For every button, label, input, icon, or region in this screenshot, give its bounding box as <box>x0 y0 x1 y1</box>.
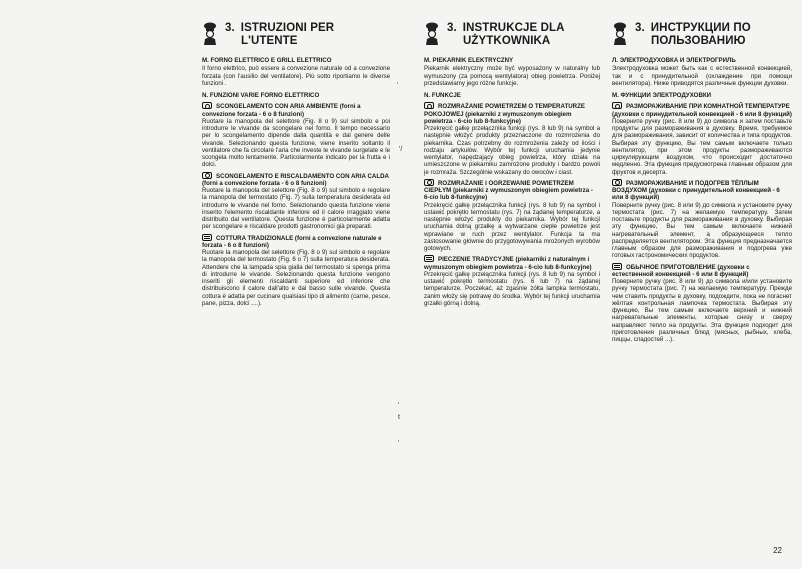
margin-mark: t <box>398 414 400 421</box>
paragraph: Przekręcić gałkę przełącznika funkcji (rys. 8 lub 9) na symbol a następnie włożyć produkty przeznaczone do rozmrożenia do piekarnika. Czas potrzebny do rozmrożenia zależy od ilości i rodzaju artykułów. Wybór tej funkcji uruchamia jedynie wentylator, napędzający obieg powietrza, który działa na umieszczone w piekarniku zamrożone produkty i bardzo powoli je rozmraża. Szczególnie wskazany do owoców i ciast. <box>424 125 600 176</box>
chapter-title <box>447 22 565 47</box>
paragraph: Поверните ручку (рис. 8 или 9) до символа и затем поставьте продукты для размораживания в духовку. Время, требуемое для размораживания, зависит от количества и типа продуктов. Выбирая эту функцию, Вы тем самым включаете только вентилятор, при этом продукты размораживаются циркулирующим воздухом, что происходит достаточно медленно. Эта функция предусмотрена главным образом для фруктов и десерта. <box>612 117 792 176</box>
intro-paragraph: Il forno elettrico, può essere a convezione naturale od a convezione forzata (con l'ausilio del ventilatore). Più sotto riportiamo le diverse funzioni . <box>202 65 390 87</box>
fan-heat-icon <box>202 172 212 179</box>
paragraph: Ruotare la manopola del selettore (Fig. 8 o 9) sul simbolo e regolare la manopola del termostato (Fig. 6 o 7) sulla temperatura desiderata. Attendere che la lampada spia gialla del termostato si spenga prima di introdurre le vivande. Selezionando questa funzione vengono inseriti gli elementi riscaldanti superiore ed inferiore che distribuiscono il calore dall'alto e dal basso sulle vivande. Questa cottura è adatta per cucinare qualsiasi tipo di alimento (carne, pesce, pane, pizza, dolci ....). <box>202 249 390 307</box>
chapter-header <box>424 22 600 47</box>
section-heading: N. FUNZIONI VARIE FORNO ELETTRICO <box>202 92 320 99</box>
fan-icon <box>612 102 622 109</box>
chapter-title-line2: ПОЛЬЗОВАНИЮ <box>651 34 746 47</box>
subsection-heading: PIECZENIE TRADYCYJNE (piekarniki z naturalnym i wymuszonym obiegiem powietrza - 6-cio lub 8-funkcyjne) <box>424 256 592 271</box>
subsection-heading: ROZMRAŻANIE POWIETRZEM O TEMPERATURZE POKOJOWEJ (piekarniki z wymuszonym obiegiem powietrza - 6-cio lub 8-funkcyjne) <box>424 103 585 125</box>
subsection-heading: ОБЫЧНОЕ ПРИГОТОВЛЕНИЕ (духовки с естественной конвекцией - 6 или 8 функций) <box>612 263 750 278</box>
margin-mark: '/ <box>399 146 403 153</box>
subsection-heading: РАЗМОРАЖИВАНИЕ ПРИ КОМНАТНОЙ ТЕМПЕРАТУРЕ (духовки с принудительной конвекцией - 6 или 8 функций) <box>612 103 792 118</box>
chapter-number: 3. <box>225 22 235 34</box>
chapter-title-line2: UŻYTKOWNIKA <box>463 34 551 47</box>
fan-heat-icon <box>612 179 622 186</box>
paragraph: Поверните ручку (рис. 8 или 9) до символа и установите ручку термостата (рис. 7) на желаемую температуру. Затем поставьте продукты для размораживания в духовку. Выбирая эту функцию, Вы тем самым включаете нижний нагревательный элемент, а образующееся тепло распределяется вентилятором. Эта функция предназначается главным образом для размораживания и подогрева уже готовых гастрономических продуктов. <box>612 201 792 260</box>
section-heading: M. PIEKARNIK ELEKTRYCZNY <box>424 57 514 64</box>
column-russian <box>612 22 792 343</box>
margin-mark: ' <box>398 402 400 409</box>
paragraph: Przekręcić gałkę przełącznika funkcji (rys. 8 lub 9) na symbol i ustawić pokrętło termostatu (rys. 6 lub 7) na żądanej temperaturze. Poczekać, aż zgaśnie żółta lampka termostatu, zanim włoży się potrawę do środka. Wybór tej funkcji uruchamia grzałki górną i dolną. <box>424 270 600 307</box>
chapter-number: 3. <box>447 22 457 34</box>
intro-paragraph: Электродуховка может быть как с естественной конвекцией, так и с принудительной (охлаждение при помощи вентилятора). Ниже приводятся различные функции духовки. <box>612 65 792 87</box>
page-number: 22 <box>773 546 782 555</box>
chapter-title-line1: ИНСТРУКЦИИ ПО <box>650 22 751 34</box>
paragraph: Ruotare la manopola del selettore (Fig. 8 o 9) sul simbolo e poi introdurre le vivande da scongelare nel forno. Il tempo necessario per lo scongelamento dipende dalla quantità e dal genere delle vivande. Selezionando questa funzione, viene inserito soltanto il ventilatore che fa circolare l'aria che investe le vivande surgelate e le scongela molto lentamente. Particolarmente indicato per la frutta e i dolci. <box>202 117 390 169</box>
subsection-heading: SCONGELAMENTO CON ARIA AMBIENTE (forni a convezione forzata - 6 o 8 funzioni) <box>202 103 361 118</box>
subsection-heading: ROZMRAŻANIE I OGRZEWANIE POWIETRZEM CIEPŁYM (piekarniki z wymuszonym obiegiem powietrza - 6-cio lub 8-funkcyjne) <box>424 179 593 202</box>
column-polish <box>424 22 600 307</box>
chapter-header <box>612 22 792 47</box>
margin-mark: ' <box>398 440 400 447</box>
chapter-header <box>202 22 390 47</box>
conventional-oven-icon <box>424 255 434 262</box>
chapter-title <box>635 22 751 47</box>
fan-icon <box>424 102 434 109</box>
chapter-title <box>225 22 334 47</box>
section-heading: М. ФУНКЦИИ ЭЛЕКТРОДУХОВКИ <box>612 92 712 99</box>
chapter-title-line2: L'UTENTE <box>241 34 298 47</box>
chapter-title-line1: INSTRUKCJE DLA <box>462 22 565 34</box>
margin-mark: ' <box>397 82 399 89</box>
conventional-oven-icon <box>612 263 622 270</box>
subsection-heading: РАЗМОРАЖИВАНИЕ И ПОДОГРЕВ ТЁПЛЫМ ВОЗДУХОМ (духовки с принудительной конвекцией - 6 или 8 функций) <box>612 179 780 202</box>
section-heading: N. FUNKCJE <box>424 92 461 99</box>
subsection-heading: SCONGELAMENTO E RISCALDAMENTO CON ARIA CALDA (forni a convezione forzata - 6 o 8 funzioni) <box>202 172 389 187</box>
paragraph: Поверните ручку (рис. 8 или 9) до символа и/или установите ручку термостата (рис. 7) на желаемую температуру. Прежде чем ставить продукты в духовку, подождите, пока не погаснет жёлтая контрольная лампочка термостата. Выбирая эту функцию, Вы тем самым включаете верхний и нижний нагревательные элементы, которые снизу и сверху направляют тепло на продукты. Эта функция подходит для приготовления различных блюд (мясных, рыбных, хлеба, пиццы, сладостей ...). <box>612 278 792 343</box>
intro-paragraph: Piekarnik elektryczny może być wyposażony w naturalny lub wymuszony (za pomocą wentylatora) obieg powietrza. Poniżej przedstawiamy jego różne funkcje. <box>424 65 600 87</box>
chef-icon <box>202 22 218 46</box>
chef-icon <box>424 22 440 46</box>
paragraph: Ruotare la manopola del selettore (Fig. 8 o 9) sul simbolo e regolare la manopola del termostato (Fig. 7) sulla temperatura desiderata ed introdurre le vivande nel forno. Selezionando questa funzione viene inserito l'elemento riscaldante inferiore ed il calore irraggiato viene distribuito dal ventilatore. Questa funzione è particolarmente adatta per scongelare e riscaldare prodotti gastronomici già preparati. <box>202 187 390 231</box>
paragraph: Przekręcić gałkę przełącznika funkcji (rys. 8 lub 9) na symbol i ustawić pokrętło termostatu (rys. 7) na żądanej temperaturze, a następnie włożyć produkty do piekarnika. Wybór tej funkcji uruchamia dolną grzałkę a wytwarzane ciepłe powietrze jest wprawiane w ruch przez wentylator. Funkcja ta ma zastosowanie głównie do przygotowywania mrożonych wyrobów gotowych. <box>424 201 600 252</box>
chef-icon <box>612 22 628 46</box>
section-heading: Л. ЭЛЕКТРОДУХОВКА И ЭЛЕКТРОГРИЛЬ <box>612 57 736 64</box>
chapter-number: 3. <box>635 22 645 34</box>
column-italian <box>202 22 390 307</box>
conventional-oven-icon <box>202 234 212 241</box>
chapter-title-line1: ISTRUZIONI PER <box>240 22 335 34</box>
section-heading: M. FORNO ELETTRICO E GRILL ELETTRICO <box>202 57 332 64</box>
blank-left-area <box>0 0 196 569</box>
fan-heat-icon <box>424 179 434 186</box>
subsection-heading: COTTURA TRADIZIONALE (forni a convezione naturale e forzata - 6 o 8 funzioni) <box>202 234 382 249</box>
fan-icon <box>202 102 212 109</box>
